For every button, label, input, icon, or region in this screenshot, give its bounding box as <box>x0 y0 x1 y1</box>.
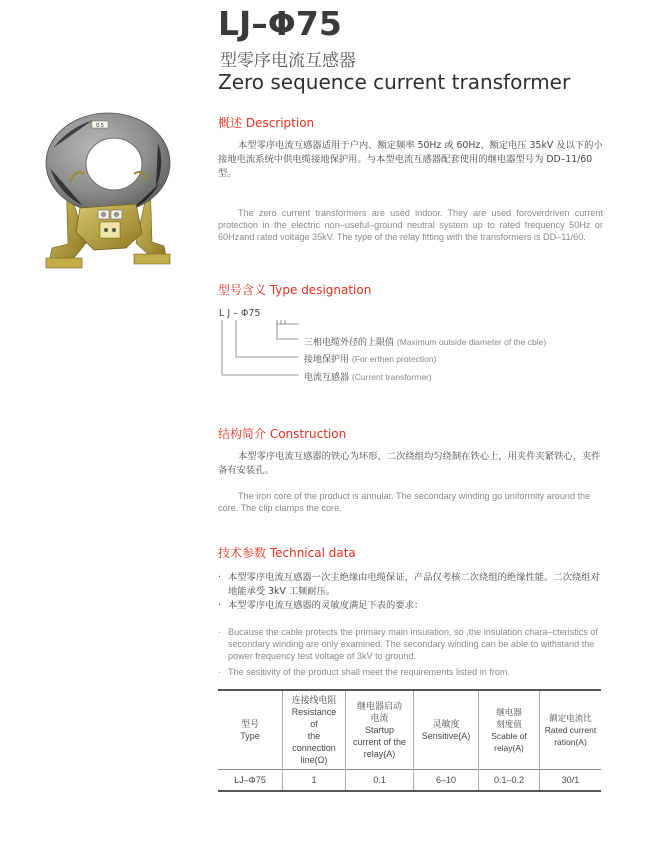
table-cell: 0.1–0.2 <box>479 770 540 792</box>
technical-heading: 技术参数 Technical data <box>218 546 356 560</box>
bullet-item <box>218 666 603 678</box>
product-image <box>38 108 178 273</box>
description-text-en: The zero current transformers are used indoor. They are used foroverdriven current protection in the electric non–useful–ground neutral system up to rated frequency 50Hz or 60Hzand rated voltage 35kV. The type of the relay fitting with the transformers is DD–11/60. <box>218 208 603 242</box>
bullet-item <box>218 626 603 662</box>
table-header-row <box>218 690 601 770</box>
bullet-icon: · <box>218 667 222 677</box>
page-subtitle-en: Zero sequence current transformer <box>218 70 571 94</box>
sensitivity-table <box>218 689 601 792</box>
bullet-text: 本型零序电流互感器的灵敏度满足下表的要求： <box>228 600 424 611</box>
type-designation-brackets <box>219 318 309 382</box>
type-item-transformer <box>304 370 432 383</box>
table-row <box>218 770 601 792</box>
page-subtitle-cn: 型零序电流互感器 <box>220 51 356 71</box>
bullet-icon: · <box>218 627 222 637</box>
technical-bullets-cn <box>218 571 603 613</box>
table-header-type: 型号 Type <box>240 719 260 741</box>
technical-bullets-en <box>218 626 603 678</box>
table-cell: LJ–Φ75 <box>234 775 266 785</box>
bullet-icon: · <box>218 600 221 611</box>
type-item-transformer-cn: 电流互感器 <box>304 373 350 383</box>
label-plate-text: 0.5 <box>96 123 104 129</box>
table-header-startup-current: 继电器启动 电流 Startup current of the relay(A) <box>346 690 414 770</box>
type-item-protection <box>304 352 436 365</box>
bullet-item <box>218 599 603 613</box>
transformer-icon <box>38 108 178 273</box>
type-item-transformer-en: (Current transformer) <box>351 372 432 382</box>
bullet-text: 本型零序电流互感器一次主绝缘由电缆保证，产品仅考核二次绕组的绝缘性能。二次绕组对地能承受 3kV 工频耐压。 <box>228 572 600 597</box>
construction-text-cn: 本型零序电流互感器的铁心为环形，二次绕组均匀绕制在铁心上，用夹件夹紧铁心，夹件备有安装孔。 <box>218 451 601 476</box>
description-text-cn: 本型零序电流互感器适用于户内、额定频率 50Hz 或 60Hz、额定电压 35kV 及以下的小接地电流系统中供电缆接地保护用。与本型电流互感器配套使用的继电器型号为 DD–11/60 型。 <box>218 140 603 179</box>
table-header-resistance: 连接线电阻 Resistance of the connection line(Ω) <box>283 690 346 770</box>
table-header-scale: 继电器 刻度值 Scable of relay(A) <box>479 690 540 770</box>
type-designation-heading: 型号含义 Type designation <box>218 283 372 297</box>
table-cell: 0.1 <box>346 770 414 792</box>
table-cell: 6–10 <box>414 770 479 792</box>
table-header-sensitivity: 灵敏度 Sensitive(A) <box>414 690 479 770</box>
table-cell: 30/1 <box>540 770 602 792</box>
bullet-icon: · <box>218 572 221 583</box>
type-item-protection-en: (For erthen protection) <box>351 354 437 364</box>
construction-text-en: The iron core of the product is annular. The secondary winding go uniformity around the core. The clip clamps the core. <box>218 491 591 513</box>
type-item-diameter-en: (Maximum outside diameter of the cble) <box>396 337 547 347</box>
table-header-current-ratio: 额定电流比 Rated current ration(A) <box>540 690 602 770</box>
page-title: LJ–Φ75 <box>218 4 342 43</box>
bullet-text: Bucause the cable protects the primary main insulation, so ,the insulation chara–cteristics of secondary winding are only examined. The secondary winding can be able to withstand the power frequency test voltage of 3kV to ground. <box>228 627 599 661</box>
type-item-protection-cn: 接地保护用 <box>304 355 350 365</box>
bullet-text: The sesitivity of the product shall meet the requirements listed in from. <box>228 667 511 677</box>
construction-heading: 结构简介 Construction <box>218 427 347 441</box>
bullet-item <box>218 571 603 599</box>
type-item-diameter <box>304 335 546 348</box>
description-heading: 概述 Description <box>218 116 315 130</box>
type-code: L J – Φ75 <box>219 308 261 319</box>
type-item-diameter-cn: 三相电缆外径的上限值 <box>304 338 395 348</box>
table-cell: 1 <box>283 770 346 792</box>
